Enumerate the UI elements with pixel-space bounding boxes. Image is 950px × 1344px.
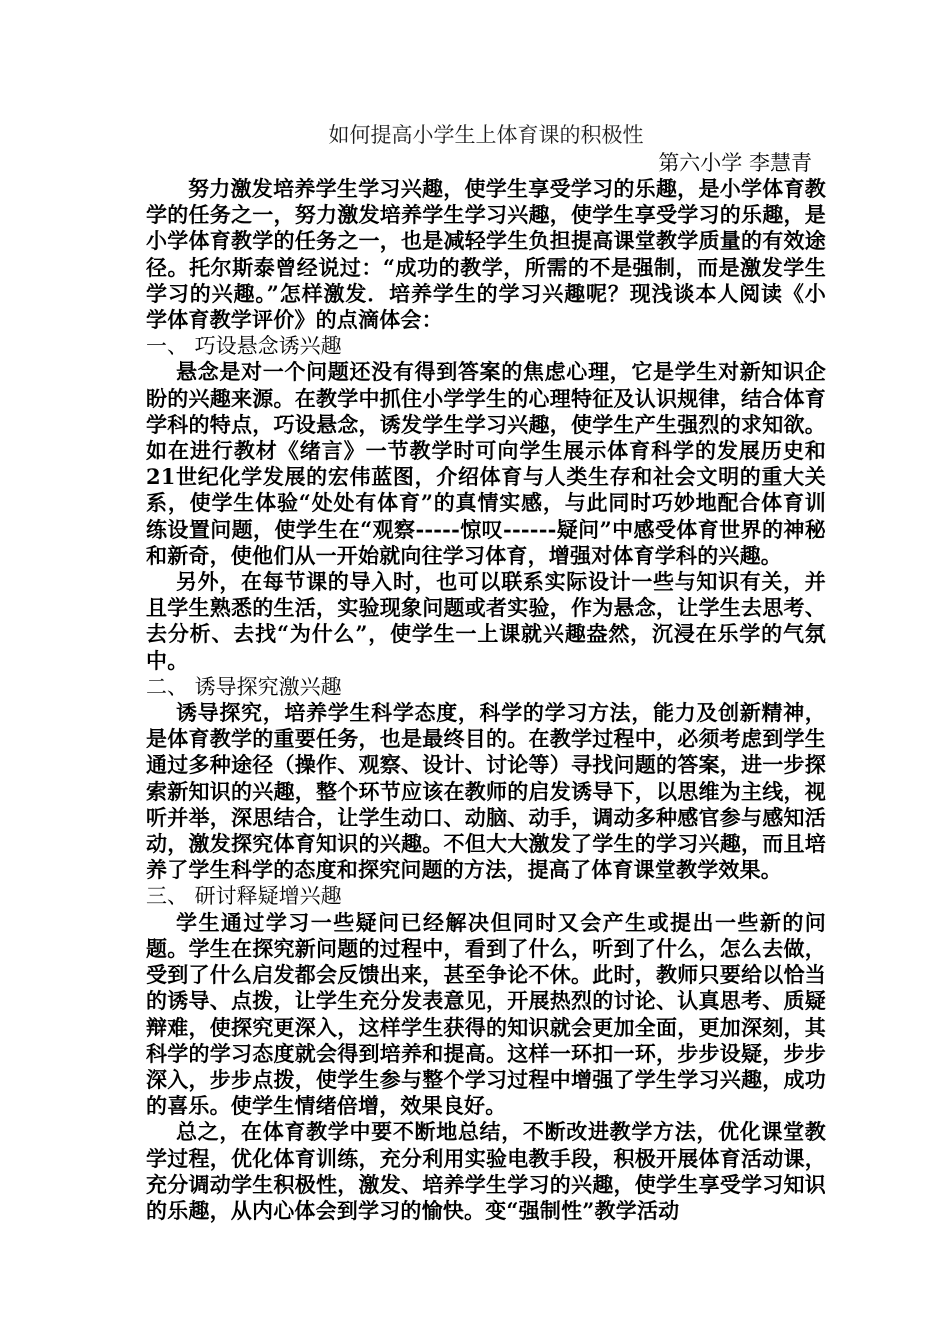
section-3-paragraph-1: 学生通过学习一些疑问已经解决但同时又会产生或提出一些新的问题。学生在探究新问题的过程中，看到了什么，听到了什么，怎么去做，受到了什么启发都会反馈出来，甚至争论不休。此时，教师只要给以恰当的诱导、点拨，让学生充分发表意见，开展热烈的讨论、认真思考、质疑辩难，使探究更深入，这样学生获得的知识就会更加全面，更加深刻，其科学的学习态度就会得到培养和提高。这样一环扣一环，步步设疑，步步深入，步步点拨，使学生参与整个学习过程中增强了学生学习兴趣，成功的喜乐。使学生情绪倍增，效果良好。 <box>146 909 826 1119</box>
conclusion-paragraph: 总之，在体育教学中要不断地总结，不断改进教学方法，优化课堂教学过程，优化体育训练，充分利用实验电教手段，积极开展体育活动课，充分调动学生积极性，激发、培养学生学习的兴趣，使学生享受学习知识的乐趣，从内心体会到学习的愉快。变“强制性”教学活动 <box>146 1119 826 1223</box>
section-1-paragraph-1: 悬念是对一个问题还没有得到答案的焦虑心理，它是学生对新知识企盼的兴趣来源。在教学中抓住小学学生的心理特征及认识规律，结合体育学科的特点，巧设悬念，诱发学生学习兴趣，使学生产生强烈的求知欲。如在进行教材《绪言》一节教学时可向学生展示体育科学的发展历史和21世纪化学发展的宏伟蓝图，介绍体育与人类生存和社会文明的重大关系，使学生体验“处处有体育”的真情实感，与此同时巧妙地配合体育训练设置问题，使学生在“观察-----惊叹------疑问”中感受体育世界的神秘和新奇，使他们从一开始就向往学习体育，增强对体育学科的兴趣。 <box>146 359 826 568</box>
author-line: 第六小学 李慧青 <box>658 151 812 175</box>
section-2-heading: 二、 诱导探究激兴趣 <box>146 674 342 699</box>
section-1-paragraph-2: 另外，在每节课的导入时，也可以联系实际设计一些与知识有关，并且学生熟悉的生活，实验现象问题或者实验，作为悬念，让学生去思考、去分析、去找“为什么”，使学生一上课就兴趣盎然，沉浸在乐学的气氛中。 <box>146 569 826 673</box>
section-1-heading: 一、 巧设悬念诱兴趣 <box>146 334 342 359</box>
section-2-paragraph-1: 诱导探究，培养学生科学态度，科学的学习方法，能力及创新精神，是体育教学的重要任务，也是最终目的。在教学过程中，必须考虑到学生通过多种途径（操作、观察、设计、讨论等）寻找问题的答案，进一步探索新知识的兴趣，整个环节应该在教师的启发诱导下，以思维为主线，视听并举，深思结合，让学生动口、动脑、动手，调动多种感官参与感知活动，激发探究体育知识的兴趣。不但大大激发了学生的学习兴趣，而且培养了学生科学的态度和探究问题的方法，提高了体育课堂教学效果。 <box>146 700 826 883</box>
document-page <box>146 120 826 1224</box>
intro-paragraph: 努力激发培养学生学习兴趣，使学生享受学习的乐趣，是小学体育教学的任务之一，努力激发培养学生学习兴趣，使学生享受学习的乐趣，是小学体育教学的任务之一，也是减轻学生负担提高课堂教学质量的有效途径。托尔斯泰曾经说过：“成功的教学，所需的不是强制，而是激发学生学习的兴趣。”怎样激发．培养学生的学习兴趣呢？现浅谈本人阅读《小学体育教学评价》的点滴体会： <box>146 176 826 333</box>
section-3-heading: 三、 研讨释疑增兴趣 <box>146 884 342 909</box>
document-title: 如何提高小学生上体育课的积极性 <box>328 123 644 147</box>
